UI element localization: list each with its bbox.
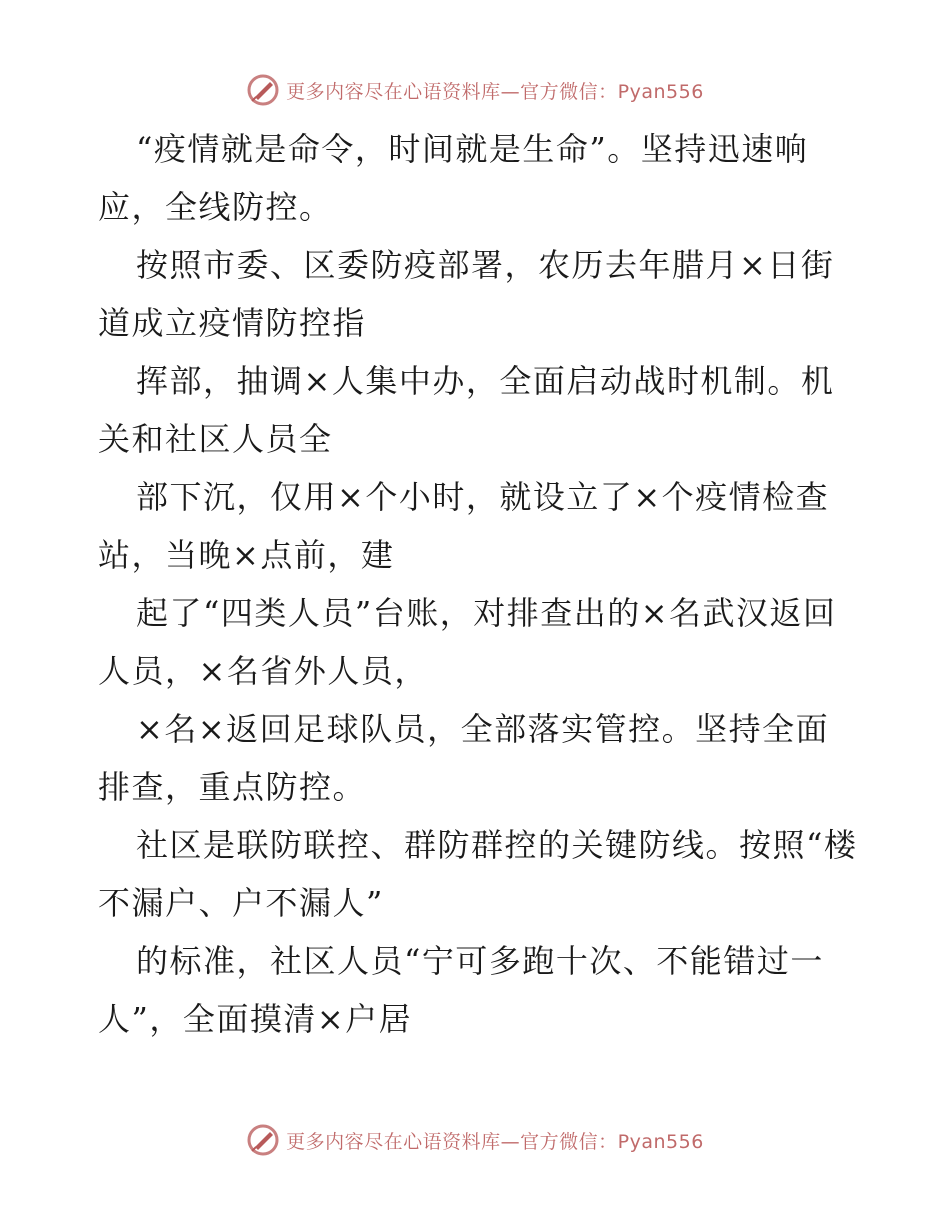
footer-text: 更多内容尽在心语资料库—官方微信：Pyan556 bbox=[286, 1130, 704, 1153]
header-watermark bbox=[0, 70, 950, 110]
paragraph-5: 起了“四类人员”台账，对排查出的×名武汉返回人员，×名省外人员， bbox=[98, 594, 837, 690]
paragraph-6: ×名×返回足球队员，全部落实管控。坚持全面排查，重点防控。 bbox=[98, 710, 830, 806]
document-body bbox=[98, 120, 858, 1048]
paragraph-8: 的标准，社区人员“宁可多跑十次、不能错过一人”，全面摸清×户居 bbox=[98, 942, 824, 1038]
header-text: 更多内容尽在心语资料库—官方微信：Pyan556 bbox=[286, 80, 704, 103]
paragraph-7: 社区是联防联控、群防群控的关键防线。按照“楼不漏户、户不漏人” bbox=[98, 826, 858, 922]
paragraph-4: 部下沉，仅用×个小时，就设立了×个疫情检查站，当晚×点前，建 bbox=[98, 478, 830, 574]
brush-seal-icon bbox=[246, 1123, 280, 1157]
footer-watermark bbox=[0, 1120, 950, 1160]
paragraph-3: 挥部，抽调×人集中办，全面启动战时机制。机关和社区人员全 bbox=[98, 362, 835, 458]
paragraph-1: “疫情就是命令，时间就是生命”。坚持迅速响应，全线防控。 bbox=[98, 130, 809, 226]
brush-seal-icon bbox=[246, 73, 280, 107]
paragraph-2: 按照市委、区委防疫部署，农历去年腊月×日街道成立疫情防控指 bbox=[98, 246, 835, 342]
